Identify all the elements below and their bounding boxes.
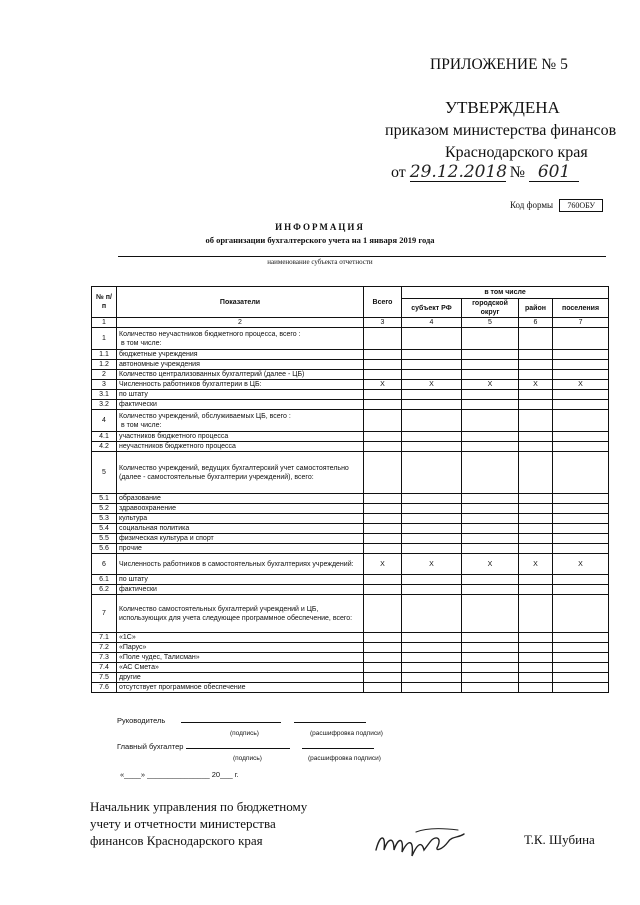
row-indicator: фактически <box>117 585 364 595</box>
including-header: в том числе <box>402 287 609 299</box>
row-indicator-text: Количество учреждений, обслуживаемых ЦБ, всего : <box>119 412 291 420</box>
value-cell <box>519 360 553 370</box>
chief-acc-sign-cap: (подпись) <box>233 755 262 762</box>
value-cell <box>553 432 609 442</box>
value-cell <box>364 643 402 653</box>
value-cell: X <box>364 554 402 575</box>
value-cell <box>364 524 402 534</box>
table-row <box>92 410 609 432</box>
form-code-value: 760ОБУ <box>559 199 603 212</box>
colnum: 2 <box>117 318 364 328</box>
table-row <box>92 350 609 360</box>
form-code <box>510 199 603 212</box>
value-cell: X <box>553 380 609 390</box>
value-cell: X <box>553 554 609 575</box>
chief-acc-decode-cap: (расшифровка подписи) <box>308 755 381 762</box>
value-cell <box>364 544 402 554</box>
row-indicator: фактически <box>117 400 364 410</box>
row-indicator: культура <box>117 514 364 524</box>
row-indicator: «Парус» <box>117 643 364 653</box>
handwritten-signature <box>372 820 472 864</box>
chief-acc-label: Главный бухгалтер <box>117 742 184 751</box>
table-row <box>92 643 609 653</box>
head-sign-line <box>181 722 281 723</box>
col-subject-header: субъект РФ <box>402 299 462 318</box>
table-row <box>92 432 609 442</box>
order-line-1: приказом министерства финансов <box>385 122 617 139</box>
value-cell <box>519 683 553 693</box>
value-cell <box>462 514 519 524</box>
row-number: 6.2 <box>92 585 117 595</box>
table-row <box>92 400 609 410</box>
value-cell: X <box>519 554 553 575</box>
value-cell <box>364 504 402 514</box>
row-number: 7.6 <box>92 683 117 693</box>
col-settlement-header: поселения <box>553 299 609 318</box>
value-cell <box>553 328 609 350</box>
value-cell <box>364 585 402 595</box>
value-cell <box>553 575 609 585</box>
value-cell <box>364 360 402 370</box>
footer-line-1: Начальник управления по бюджетному <box>90 799 308 814</box>
value-cell <box>553 524 609 534</box>
table-row <box>92 514 609 524</box>
value-cell <box>553 370 609 380</box>
row-indicator: неучастников бюджетного процесса <box>117 442 364 452</box>
head-label: Руководитель <box>117 716 166 725</box>
value-cell <box>553 653 609 663</box>
value-cell <box>462 504 519 514</box>
signer-name: Т.К. Шубина <box>524 832 595 847</box>
value-cell <box>519 400 553 410</box>
row-indicator: физическая культура и спорт <box>117 534 364 544</box>
row-number: 6 <box>92 554 117 575</box>
value-cell <box>462 370 519 380</box>
head-decode-line <box>294 722 366 723</box>
value-cell <box>462 643 519 653</box>
value-cell <box>462 673 519 683</box>
table-row <box>92 452 609 494</box>
date-line: «____» _______________ 20___ г. <box>120 770 239 779</box>
value-cell: X <box>462 380 519 390</box>
order-date-line <box>391 163 579 182</box>
row-number: 1.1 <box>92 350 117 360</box>
value-cell <box>364 683 402 693</box>
row-indicator: по штату <box>117 575 364 585</box>
value-cell <box>402 663 462 673</box>
value-cell <box>402 400 462 410</box>
row-indicator: «АС Смета» <box>117 663 364 673</box>
value-cell: X <box>402 380 462 390</box>
in-that-number-label: в том числе: <box>121 421 162 429</box>
colnum: 7 <box>553 318 609 328</box>
row-number: 6.1 <box>92 575 117 585</box>
row-indicator: здравоохранение <box>117 504 364 514</box>
table-row <box>92 370 609 380</box>
value-cell <box>553 504 609 514</box>
value-cell <box>553 390 609 400</box>
value-cell: X <box>519 380 553 390</box>
table-row <box>92 663 609 673</box>
appendix-label: ПРИЛОЖЕНИЕ № 5 <box>430 56 568 73</box>
value-cell <box>462 442 519 452</box>
row-number: 5.6 <box>92 544 117 554</box>
row-number: 5.2 <box>92 504 117 514</box>
row-indicator: автономные учреждения <box>117 360 364 370</box>
value-cell <box>462 683 519 693</box>
table-row <box>92 673 609 683</box>
value-cell <box>462 350 519 360</box>
value-cell <box>519 595 553 633</box>
row-number: 4.1 <box>92 432 117 442</box>
value-cell <box>402 432 462 442</box>
order-line-2: Краснодарского края <box>445 144 588 161</box>
info-table <box>91 286 609 693</box>
value-cell <box>553 595 609 633</box>
row-number: 5 <box>92 452 117 494</box>
row-indicator: «Поле чудес, Талисман» <box>117 653 364 663</box>
value-cell <box>462 544 519 554</box>
value-cell <box>364 452 402 494</box>
colnum: 3 <box>364 318 402 328</box>
col-indicators-header: Показатели <box>117 287 364 318</box>
table-row <box>92 524 609 534</box>
value-cell <box>553 514 609 524</box>
value-cell <box>402 390 462 400</box>
value-cell <box>519 390 553 400</box>
value-cell <box>462 400 519 410</box>
row-indicator: Численность работников в самостоятельных бухгалтериях учреждений: <box>117 554 364 575</box>
value-cell <box>519 494 553 504</box>
row-indicator: Количество централизованных бухгалтерий (далее - ЦБ) <box>117 370 364 380</box>
document-subtitle: об организации бухгалтерского учета на 1 января 2019 года <box>205 235 435 245</box>
value-cell <box>462 524 519 534</box>
value-cell <box>519 504 553 514</box>
row-indicator: участников бюджетного процесса <box>117 432 364 442</box>
value-cell <box>553 663 609 673</box>
form-code-label: Код формы <box>510 200 554 210</box>
value-cell <box>553 452 609 494</box>
row-indicator: Количество учреждений, ведущих бухгалтерский учет самостоятельно (далее - самостоятельные бухгалтерии учреждений), всего: <box>117 452 364 494</box>
value-cell <box>364 350 402 360</box>
value-cell <box>553 410 609 432</box>
table-row <box>92 544 609 554</box>
col-total-header: Всего <box>364 287 402 318</box>
value-cell <box>402 360 462 370</box>
table-row <box>92 653 609 663</box>
value-cell <box>519 442 553 452</box>
value-cell <box>462 432 519 442</box>
value-cell <box>519 328 553 350</box>
head-decode-cap: (расшифровка подписи) <box>310 730 383 737</box>
col-district-header: район <box>519 299 553 318</box>
value-cell <box>519 514 553 524</box>
value-cell <box>553 442 609 452</box>
value-cell <box>402 524 462 534</box>
row-indicator: по штату <box>117 390 364 400</box>
row-number: 1.2 <box>92 360 117 370</box>
chief-acc-signature-row <box>117 742 374 751</box>
value-cell <box>519 410 553 432</box>
value-cell <box>553 360 609 370</box>
value-cell <box>402 673 462 683</box>
value-cell <box>364 494 402 504</box>
value-cell: X <box>462 554 519 575</box>
value-cell <box>402 534 462 544</box>
value-cell <box>519 585 553 595</box>
handwritten-date: 29.12.2018 <box>409 162 508 182</box>
row-number: 5.3 <box>92 514 117 524</box>
value-cell <box>402 585 462 595</box>
row-indicator: Численность работников бухгалтерии в ЦБ: <box>117 380 364 390</box>
col-city-header: городской округ <box>462 299 519 318</box>
value-cell <box>553 673 609 683</box>
row-number: 4.2 <box>92 442 117 452</box>
row-indicator: «1С» <box>117 633 364 643</box>
document-title: ИНФОРМАЦИЯ <box>275 222 365 232</box>
value-cell <box>519 544 553 554</box>
value-cell <box>553 494 609 504</box>
value-cell <box>364 595 402 633</box>
table-row <box>92 328 609 350</box>
colnum: 6 <box>519 318 553 328</box>
row-indicator: другие <box>117 673 364 683</box>
value-cell <box>364 534 402 544</box>
value-cell <box>402 575 462 585</box>
entity-name-line <box>118 256 606 257</box>
row-number: 3.1 <box>92 390 117 400</box>
value-cell <box>402 504 462 514</box>
value-cell <box>402 370 462 380</box>
value-cell <box>402 442 462 452</box>
row-number: 7.1 <box>92 633 117 643</box>
row-indicator <box>117 328 364 350</box>
value-cell <box>364 633 402 643</box>
table-row <box>92 360 609 370</box>
value-cell <box>364 370 402 380</box>
date-prefix: от <box>391 164 406 181</box>
approved-label: УТВЕРЖДЕНА <box>445 98 560 117</box>
row-number: 3 <box>92 380 117 390</box>
chief-acc-sign-line <box>186 748 290 749</box>
row-indicator: отсутствует программное обеспечение <box>117 683 364 693</box>
value-cell <box>519 633 553 643</box>
value-cell <box>519 534 553 544</box>
footer-position <box>90 798 307 849</box>
value-cell <box>553 633 609 643</box>
value-cell <box>519 653 553 663</box>
table-body <box>92 328 609 693</box>
table-row <box>92 683 609 693</box>
entity-caption: наименование субъекта отчетности <box>267 258 373 266</box>
table-row <box>92 595 609 633</box>
value-cell <box>364 673 402 683</box>
row-number: 5.4 <box>92 524 117 534</box>
row-number: 7 <box>92 595 117 633</box>
row-number: 7.5 <box>92 673 117 683</box>
table-row <box>92 442 609 452</box>
value-cell <box>553 585 609 595</box>
row-number: 3.2 <box>92 400 117 410</box>
table-row <box>92 534 609 544</box>
footer-line-3: финансов Краснодарского края <box>90 833 263 848</box>
value-cell <box>553 544 609 554</box>
value-cell <box>462 360 519 370</box>
value-cell <box>462 410 519 432</box>
value-cell <box>402 544 462 554</box>
col-num-header: № п/п <box>92 287 117 318</box>
value-cell: X <box>402 554 462 575</box>
value-cell <box>462 494 519 504</box>
value-cell <box>402 328 462 350</box>
footer-line-2: учету и отчетности министерства <box>90 816 276 831</box>
colnum: 4 <box>402 318 462 328</box>
row-number: 7.3 <box>92 653 117 663</box>
value-cell <box>364 400 402 410</box>
head-signature-row <box>117 716 366 725</box>
value-cell <box>402 494 462 504</box>
value-cell <box>553 534 609 544</box>
value-cell <box>519 350 553 360</box>
row-number: 1 <box>92 328 117 350</box>
value-cell <box>402 595 462 633</box>
row-number: 7.4 <box>92 663 117 673</box>
table-row <box>92 494 609 504</box>
value-cell <box>462 452 519 494</box>
table-row <box>92 585 609 595</box>
value-cell <box>462 328 519 350</box>
handwritten-number: 601 <box>529 163 579 182</box>
value-cell <box>462 575 519 585</box>
value-cell <box>402 452 462 494</box>
table-row <box>92 554 609 575</box>
value-cell <box>402 514 462 524</box>
value-cell <box>402 410 462 432</box>
row-number: 7.2 <box>92 643 117 653</box>
value-cell <box>553 643 609 653</box>
number-prefix: № <box>509 164 526 181</box>
row-indicator: прочие <box>117 544 364 554</box>
value-cell <box>364 410 402 432</box>
value-cell <box>519 370 553 380</box>
row-number: 5.1 <box>92 494 117 504</box>
row-indicator <box>117 410 364 432</box>
value-cell <box>402 643 462 653</box>
row-number: 5.5 <box>92 534 117 544</box>
row-number: 4 <box>92 410 117 432</box>
value-cell <box>364 442 402 452</box>
row-indicator-text: Количество неучастников бюджетного процесса, всего : <box>119 330 301 338</box>
value-cell <box>519 575 553 585</box>
value-cell <box>402 350 462 360</box>
value-cell <box>519 663 553 673</box>
value-cell <box>364 575 402 585</box>
chief-acc-decode-line <box>302 748 374 749</box>
row-indicator: образование <box>117 494 364 504</box>
value-cell <box>519 452 553 494</box>
value-cell <box>553 350 609 360</box>
in-that-number-label: в том числе: <box>121 339 162 347</box>
value-cell <box>402 653 462 663</box>
value-cell <box>462 585 519 595</box>
value-cell <box>402 683 462 693</box>
value-cell <box>364 390 402 400</box>
value-cell <box>364 432 402 442</box>
value-cell <box>462 653 519 663</box>
table-row <box>92 633 609 643</box>
value-cell <box>519 432 553 442</box>
value-cell <box>364 328 402 350</box>
table-row <box>92 575 609 585</box>
row-indicator: бюджетные учреждения <box>117 350 364 360</box>
value-cell <box>519 524 553 534</box>
value-cell <box>462 390 519 400</box>
value-cell <box>462 534 519 544</box>
value-cell <box>462 595 519 633</box>
value-cell <box>519 673 553 683</box>
value-cell <box>553 683 609 693</box>
colnum: 1 <box>92 318 117 328</box>
value-cell: X <box>364 380 402 390</box>
value-cell <box>402 633 462 643</box>
row-indicator: Количество самостоятельных бухгалтерий учреждений и ЦБ, использующих для учета следующее программное обеспечение, всего: <box>117 595 364 633</box>
value-cell <box>553 400 609 410</box>
value-cell <box>364 514 402 524</box>
table-row <box>92 390 609 400</box>
value-cell <box>364 653 402 663</box>
colnum: 5 <box>462 318 519 328</box>
row-indicator: социальная политика <box>117 524 364 534</box>
table-row <box>92 504 609 514</box>
table-row <box>92 380 609 390</box>
value-cell <box>462 633 519 643</box>
value-cell <box>519 643 553 653</box>
value-cell <box>364 663 402 673</box>
row-number: 2 <box>92 370 117 380</box>
value-cell <box>462 663 519 673</box>
head-sign-cap: (подпись) <box>230 730 259 737</box>
